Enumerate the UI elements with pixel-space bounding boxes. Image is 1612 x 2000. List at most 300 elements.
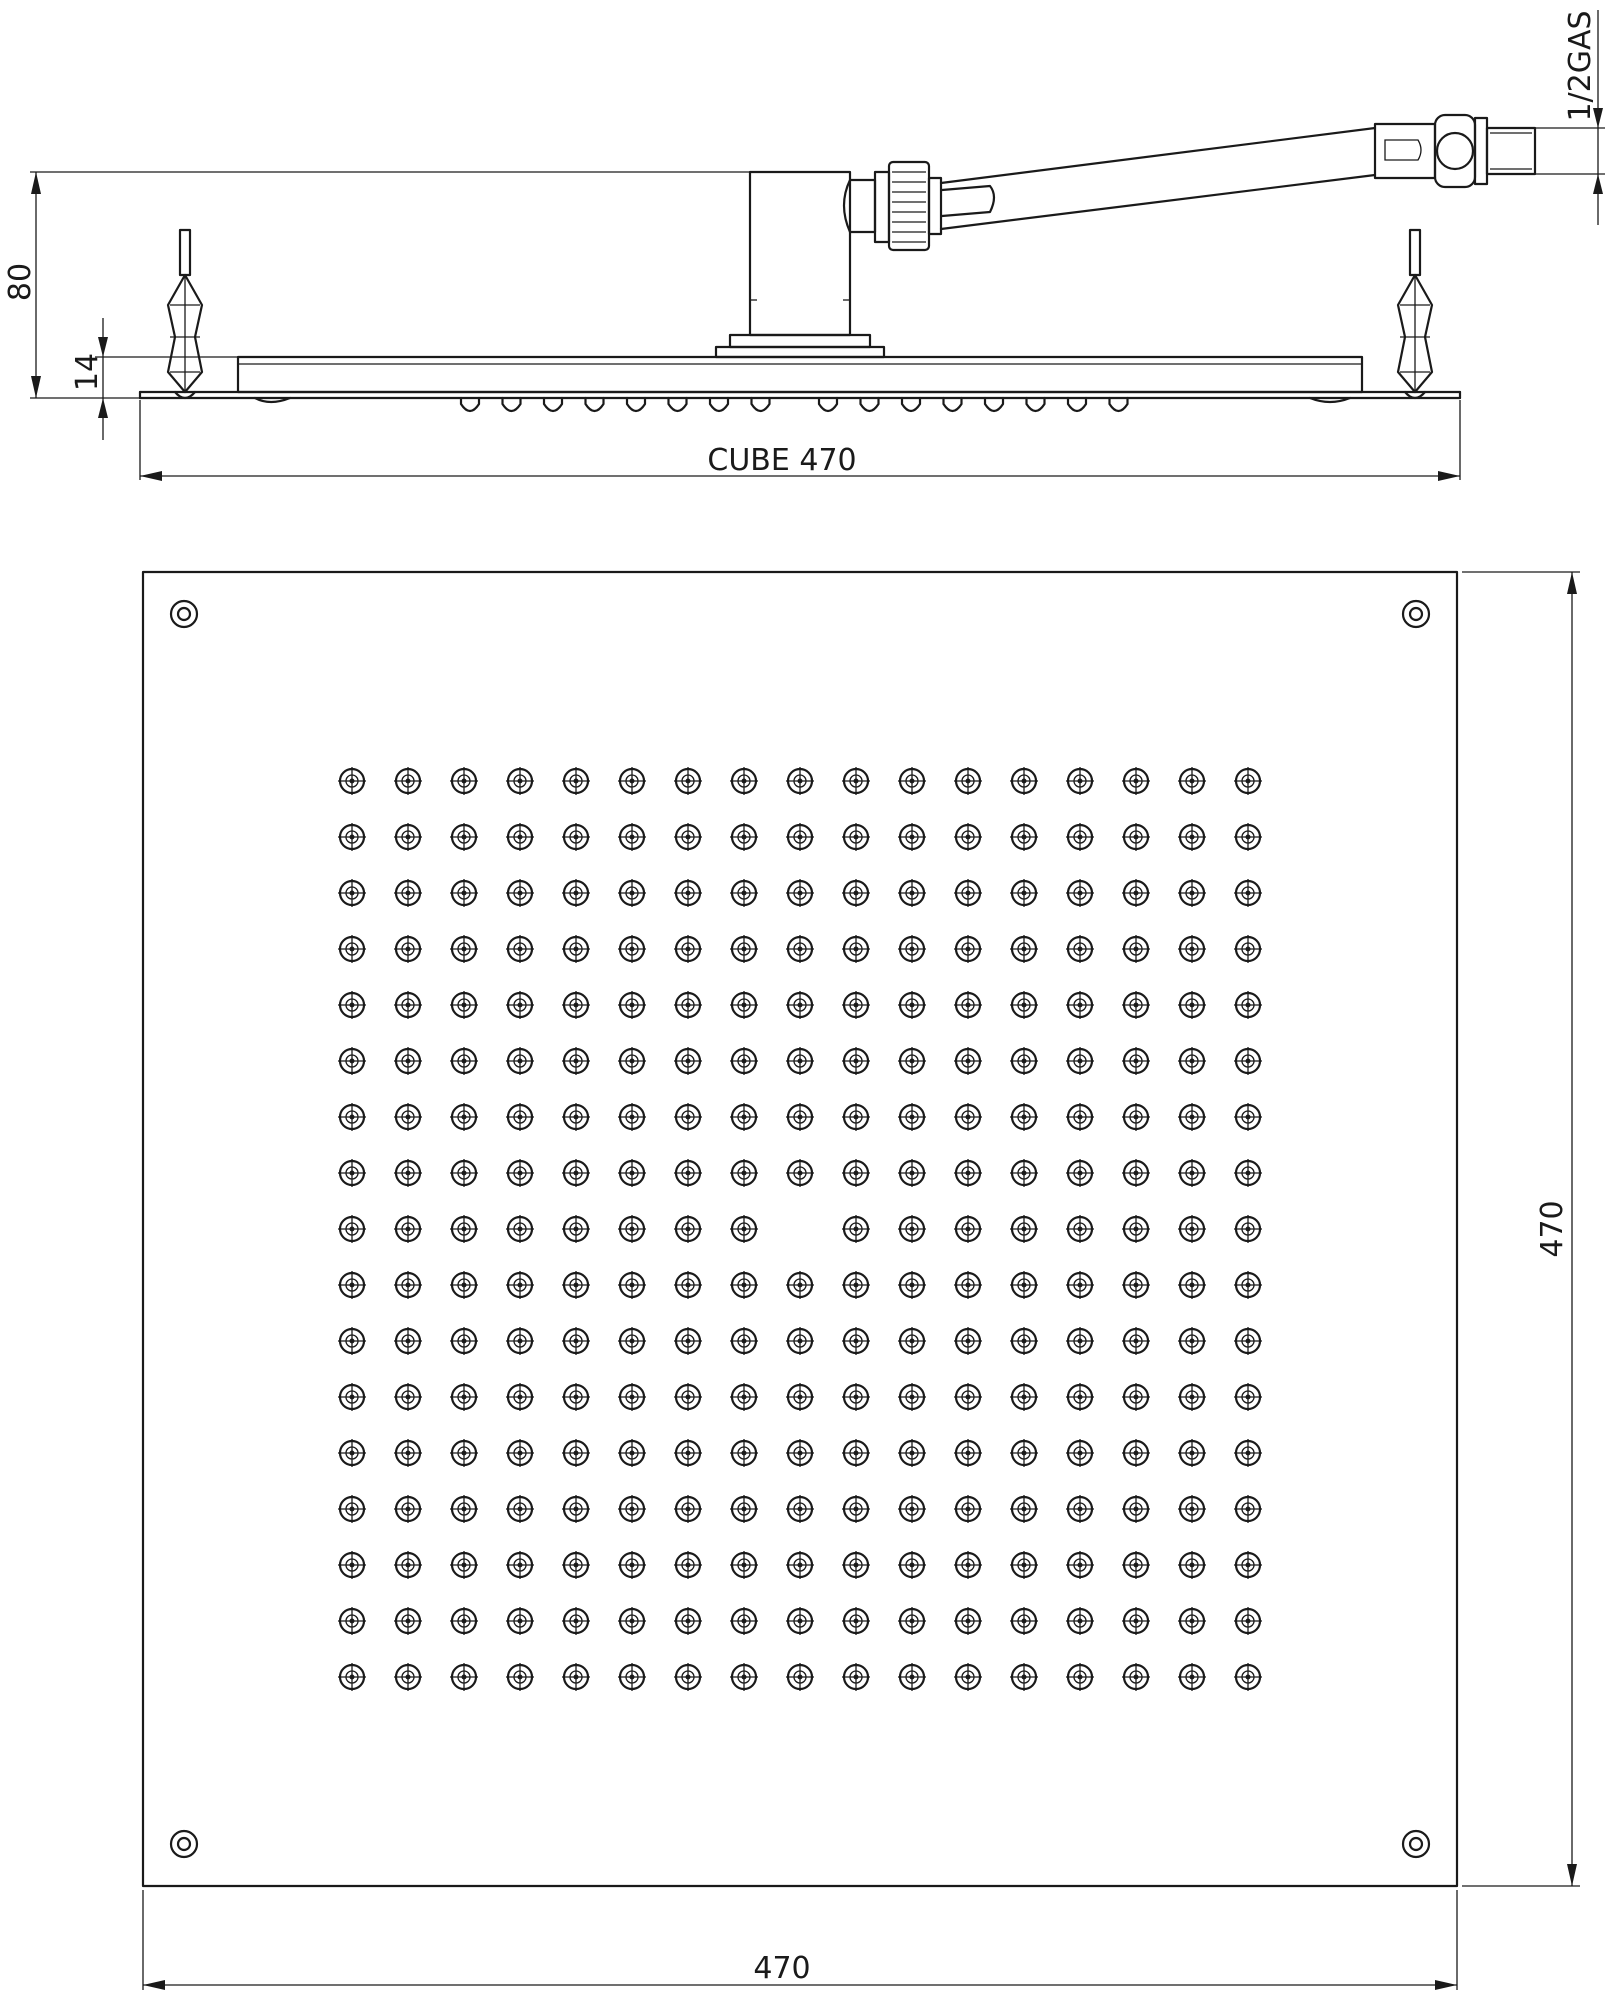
- central-mount-block: [716, 172, 884, 357]
- nozzle: [1178, 1383, 1206, 1411]
- nozzle: [730, 935, 758, 963]
- nozzle: [450, 1103, 478, 1131]
- nozzle: [674, 1607, 702, 1635]
- nozzle: [730, 1495, 758, 1523]
- nozzle: [562, 1159, 590, 1187]
- nozzle: [1122, 1327, 1150, 1355]
- nozzle: [730, 1439, 758, 1467]
- nozzle: [1010, 1383, 1038, 1411]
- nozzle: [1234, 1327, 1262, 1355]
- nozzle: [1066, 1271, 1094, 1299]
- side-nozzle: [819, 398, 837, 411]
- nozzle: [842, 1103, 870, 1131]
- side-nozzle: [669, 398, 687, 411]
- nozzle: [1178, 935, 1206, 963]
- nozzle: [338, 1439, 366, 1467]
- nozzle: [954, 823, 982, 851]
- nozzle: [1122, 1439, 1150, 1467]
- nozzle: [1234, 935, 1262, 963]
- nozzle: [1178, 1327, 1206, 1355]
- nozzle: [1066, 991, 1094, 1019]
- nozzle: [394, 1551, 422, 1579]
- nozzle: [842, 1663, 870, 1691]
- nozzle: [1010, 823, 1038, 851]
- nozzle: [1122, 1383, 1150, 1411]
- nozzle: [394, 1663, 422, 1691]
- nozzle: [394, 1215, 422, 1243]
- corner-screw-bottom-left: [171, 1831, 197, 1857]
- nozzle: [1234, 1271, 1262, 1299]
- nozzle: [1066, 1383, 1094, 1411]
- nozzle: [450, 1663, 478, 1691]
- shower-plate-profile: [140, 357, 1460, 402]
- nozzle: [786, 1439, 814, 1467]
- nozzle: [1122, 767, 1150, 795]
- nozzle: [898, 935, 926, 963]
- nozzle: [786, 991, 814, 1019]
- nozzle: [674, 1271, 702, 1299]
- nozzle: [1178, 879, 1206, 907]
- nozzle: [898, 1495, 926, 1523]
- nozzle: [1066, 1663, 1094, 1691]
- nozzle: [1234, 991, 1262, 1019]
- nozzle: [618, 991, 646, 1019]
- nozzle: [730, 1327, 758, 1355]
- nozzle: [338, 1607, 366, 1635]
- nozzle: [674, 1551, 702, 1579]
- nozzle: [1178, 1663, 1206, 1691]
- nozzle: [1066, 1439, 1094, 1467]
- nozzle: [1234, 1607, 1262, 1635]
- nozzle: [562, 1383, 590, 1411]
- nozzle: [730, 1551, 758, 1579]
- nozzle: [1066, 1551, 1094, 1579]
- nozzle: [730, 767, 758, 795]
- nozzle: [394, 1327, 422, 1355]
- nozzle: [618, 1439, 646, 1467]
- nozzle: [1122, 1047, 1150, 1075]
- height-label: 80: [3, 262, 38, 302]
- nozzle: [786, 879, 814, 907]
- nozzle: [1066, 1159, 1094, 1187]
- nozzle: [394, 1439, 422, 1467]
- nozzle: [898, 823, 926, 851]
- nozzle: [954, 879, 982, 907]
- nozzle: [786, 1327, 814, 1355]
- nozzle: [562, 1663, 590, 1691]
- nozzle: [394, 1159, 422, 1187]
- nozzle: [1066, 1215, 1094, 1243]
- nozzle: [450, 1215, 478, 1243]
- nozzle: [842, 1271, 870, 1299]
- nozzle: [1010, 1159, 1038, 1187]
- nozzle: [1010, 1551, 1038, 1579]
- side-nozzle: [1110, 398, 1128, 411]
- nozzle: [674, 991, 702, 1019]
- nozzle: [730, 823, 758, 851]
- nozzle: [674, 1383, 702, 1411]
- nozzle: [506, 879, 534, 907]
- nozzle: [898, 1551, 926, 1579]
- nozzle: [1010, 1103, 1038, 1131]
- nozzle: [1234, 1047, 1262, 1075]
- nozzle: [1122, 1271, 1150, 1299]
- nozzle: [1010, 879, 1038, 907]
- side-view-nozzles: [461, 398, 1128, 411]
- nozzle: [618, 1103, 646, 1131]
- nozzle: [786, 767, 814, 795]
- nozzle: [954, 935, 982, 963]
- nozzle: [1010, 1663, 1038, 1691]
- nozzle: [394, 1271, 422, 1299]
- nozzle: [1122, 879, 1150, 907]
- nozzle: [730, 991, 758, 1019]
- nozzle: [1234, 1215, 1262, 1243]
- nozzle: [1178, 1047, 1206, 1075]
- nozzle: [786, 1607, 814, 1635]
- nozzle: [1178, 991, 1206, 1019]
- nozzle: [1066, 823, 1094, 851]
- nozzle: [674, 1047, 702, 1075]
- side-nozzle: [944, 398, 962, 411]
- nozzle: [898, 991, 926, 1019]
- nozzle: [618, 1159, 646, 1187]
- nozzle: [618, 1327, 646, 1355]
- nozzle: [1122, 1663, 1150, 1691]
- nozzle: [1066, 767, 1094, 795]
- nozzle: [506, 1271, 534, 1299]
- nozzle: [450, 767, 478, 795]
- nozzle: [562, 823, 590, 851]
- nozzle: [898, 879, 926, 907]
- nozzle: [674, 935, 702, 963]
- nozzle: [618, 1663, 646, 1691]
- nozzle: [1178, 1159, 1206, 1187]
- nozzle: [954, 1383, 982, 1411]
- nozzle: [394, 1607, 422, 1635]
- nozzle: [1234, 1663, 1262, 1691]
- nozzle: [338, 935, 366, 963]
- nozzle: [1234, 879, 1262, 907]
- nozzle: [954, 1103, 982, 1131]
- nozzle: [842, 1439, 870, 1467]
- nozzle: [1122, 1159, 1150, 1187]
- nozzle: [394, 991, 422, 1019]
- nozzle: [506, 1327, 534, 1355]
- nozzle: [898, 1327, 926, 1355]
- nozzle: [954, 1607, 982, 1635]
- nozzle: [1234, 767, 1262, 795]
- nozzle: [338, 1103, 366, 1131]
- nozzle: [954, 1159, 982, 1187]
- nozzle: [674, 823, 702, 851]
- nozzle: [842, 1159, 870, 1187]
- nozzle: [338, 1551, 366, 1579]
- nozzle: [1066, 935, 1094, 963]
- nozzle: [954, 1215, 982, 1243]
- nozzle: [786, 935, 814, 963]
- nozzle: [338, 767, 366, 795]
- nozzle: [450, 1495, 478, 1523]
- nozzle: [842, 935, 870, 963]
- nozzle: [842, 1047, 870, 1075]
- nozzle: [954, 1439, 982, 1467]
- nozzle: [1010, 935, 1038, 963]
- corner-screw-top-left: [171, 601, 197, 627]
- nozzle: [730, 1383, 758, 1411]
- corner-screw-top-right: [1403, 601, 1429, 627]
- nozzle: [954, 1327, 982, 1355]
- nozzle: [1178, 823, 1206, 851]
- side-nozzle: [586, 398, 604, 411]
- nozzle: [1010, 1327, 1038, 1355]
- nozzle: [506, 1607, 534, 1635]
- wall-connector: [1435, 115, 1535, 187]
- nozzle: [842, 1383, 870, 1411]
- nozzle: [618, 1383, 646, 1411]
- nozzle: [786, 1495, 814, 1523]
- nozzle-grid: [338, 767, 1262, 1691]
- side-nozzle: [627, 398, 645, 411]
- nozzle: [394, 1047, 422, 1075]
- nozzle: [450, 1607, 478, 1635]
- side-nozzle: [544, 398, 562, 411]
- nozzle: [506, 1047, 534, 1075]
- nozzle: [618, 879, 646, 907]
- nozzle: [954, 1663, 982, 1691]
- side-nozzle: [902, 398, 920, 411]
- nozzle: [338, 823, 366, 851]
- nozzle: [1178, 1495, 1206, 1523]
- nozzle: [1066, 1607, 1094, 1635]
- nozzle: [898, 1663, 926, 1691]
- nozzle: [730, 1159, 758, 1187]
- nozzle: [338, 1271, 366, 1299]
- nozzle: [338, 879, 366, 907]
- nozzle: [506, 991, 534, 1019]
- nozzle: [786, 823, 814, 851]
- nozzle: [730, 1047, 758, 1075]
- nozzle: [562, 1271, 590, 1299]
- nozzle: [1010, 1271, 1038, 1299]
- nozzle: [1122, 1551, 1150, 1579]
- nozzle: [1066, 1047, 1094, 1075]
- side-nozzle: [752, 398, 770, 411]
- nozzle: [1234, 1495, 1262, 1523]
- nozzle: [450, 879, 478, 907]
- side-nozzle: [503, 398, 521, 411]
- nozzle: [730, 1271, 758, 1299]
- nozzle: [898, 1439, 926, 1467]
- thickness-dimension: [95, 318, 238, 440]
- nozzle: [618, 935, 646, 963]
- side-nozzle: [985, 398, 1003, 411]
- nozzle: [1066, 1327, 1094, 1355]
- nozzle: [338, 1383, 366, 1411]
- nozzle: [1010, 1439, 1038, 1467]
- shower-arm: [941, 124, 1435, 229]
- nozzle: [1178, 1551, 1206, 1579]
- nozzle: [338, 1663, 366, 1691]
- nozzle: [730, 879, 758, 907]
- nozzle: [730, 1663, 758, 1691]
- side-nozzle: [461, 398, 479, 411]
- nozzle: [1122, 1215, 1150, 1243]
- nozzle: [674, 1495, 702, 1523]
- nozzle: [506, 1439, 534, 1467]
- nozzle: [338, 991, 366, 1019]
- nozzle: [842, 1327, 870, 1355]
- nozzle: [1234, 1551, 1262, 1579]
- nozzle: [338, 1159, 366, 1187]
- nozzle: [1066, 1495, 1094, 1523]
- nozzle: [954, 1271, 982, 1299]
- nozzle: [394, 1495, 422, 1523]
- nozzle: [338, 1495, 366, 1523]
- nozzle: [618, 1495, 646, 1523]
- nozzle: [730, 1215, 758, 1243]
- nozzle: [1234, 1159, 1262, 1187]
- nozzle: [842, 1607, 870, 1635]
- nozzle: [562, 991, 590, 1019]
- nozzle: [394, 767, 422, 795]
- nozzle: [450, 991, 478, 1019]
- nozzle: [1122, 991, 1150, 1019]
- nozzle: [1234, 1103, 1262, 1131]
- nozzle: [898, 1383, 926, 1411]
- nozzle: [898, 1159, 926, 1187]
- nozzle: [954, 1495, 982, 1523]
- nozzle: [954, 1047, 982, 1075]
- nozzle: [1122, 823, 1150, 851]
- nozzle: [954, 767, 982, 795]
- corner-screw-bottom-right: [1403, 1831, 1429, 1857]
- nozzle: [506, 823, 534, 851]
- nozzle: [674, 1103, 702, 1131]
- nozzle: [394, 879, 422, 907]
- nozzle: [562, 1103, 590, 1131]
- nozzle: [786, 1271, 814, 1299]
- nozzle: [674, 1663, 702, 1691]
- nozzle: [618, 1607, 646, 1635]
- nozzle: [450, 1327, 478, 1355]
- nozzle: [1234, 1439, 1262, 1467]
- nozzle: [1178, 767, 1206, 795]
- nozzle: [842, 1215, 870, 1243]
- side-width-label: CUBE 470: [707, 443, 857, 478]
- nozzle: [1234, 1383, 1262, 1411]
- nozzle: [506, 1159, 534, 1187]
- nozzle: [506, 935, 534, 963]
- nozzle: [898, 1047, 926, 1075]
- nozzle: [1178, 1215, 1206, 1243]
- nozzle: [562, 935, 590, 963]
- nozzle: [394, 935, 422, 963]
- nozzle: [1066, 1103, 1094, 1131]
- nozzle: [1178, 1439, 1206, 1467]
- nozzle: [450, 823, 478, 851]
- nozzle: [450, 1439, 478, 1467]
- nozzle: [898, 1103, 926, 1131]
- nozzle: [1010, 1607, 1038, 1635]
- left-anchor-bolt: [168, 230, 202, 398]
- nozzle: [1010, 1215, 1038, 1243]
- nozzle: [786, 1663, 814, 1691]
- right-anchor-bolt: [1398, 230, 1432, 398]
- nozzle: [1010, 1047, 1038, 1075]
- nozzle: [842, 823, 870, 851]
- nozzle: [1010, 1495, 1038, 1523]
- nozzle: [674, 1159, 702, 1187]
- nozzle: [674, 767, 702, 795]
- nozzle: [450, 1551, 478, 1579]
- nozzle: [1122, 935, 1150, 963]
- nozzle: [786, 1103, 814, 1131]
- nozzle: [618, 767, 646, 795]
- side-nozzle: [1027, 398, 1045, 411]
- nozzle: [1122, 1607, 1150, 1635]
- nozzle: [842, 767, 870, 795]
- nozzle: [786, 1383, 814, 1411]
- nozzle: [618, 1271, 646, 1299]
- nozzle: [562, 879, 590, 907]
- nozzle: [450, 1159, 478, 1187]
- nozzle: [898, 1607, 926, 1635]
- nozzle: [1010, 767, 1038, 795]
- nozzle: [450, 1047, 478, 1075]
- nozzle: [730, 1103, 758, 1131]
- nozzle: [506, 1495, 534, 1523]
- nozzle: [954, 1551, 982, 1579]
- nozzle: [786, 1551, 814, 1579]
- nozzle: [1234, 823, 1262, 851]
- nozzle: [1178, 1103, 1206, 1131]
- nozzle: [842, 1551, 870, 1579]
- nozzle: [506, 767, 534, 795]
- nozzle: [618, 1551, 646, 1579]
- nozzle: [394, 1103, 422, 1131]
- nozzle: [562, 1047, 590, 1075]
- nozzle: [338, 1215, 366, 1243]
- nozzle: [394, 1383, 422, 1411]
- nozzle: [562, 1495, 590, 1523]
- nozzle: [898, 1271, 926, 1299]
- nozzle: [562, 1607, 590, 1635]
- nozzle: [1010, 991, 1038, 1019]
- side-view: [3, 10, 1605, 481]
- nozzle: [450, 1271, 478, 1299]
- nozzle: [1178, 1607, 1206, 1635]
- nozzle: [618, 1047, 646, 1075]
- thickness-label: 14: [70, 352, 105, 392]
- side-nozzle: [861, 398, 879, 411]
- nozzle: [1178, 1271, 1206, 1299]
- nozzle: [954, 991, 982, 1019]
- side-nozzle: [710, 398, 728, 411]
- plan-height-label: 470: [1535, 1200, 1570, 1258]
- nozzle: [338, 1327, 366, 1355]
- nozzle: [842, 1495, 870, 1523]
- nozzle: [562, 1551, 590, 1579]
- nozzle: [506, 1663, 534, 1691]
- nozzle: [450, 1383, 478, 1411]
- nozzle: [674, 1327, 702, 1355]
- nozzle: [898, 1215, 926, 1243]
- nozzle: [506, 1103, 534, 1131]
- nozzle: [562, 1327, 590, 1355]
- nozzle: [1066, 879, 1094, 907]
- side-nozzle: [1068, 398, 1086, 411]
